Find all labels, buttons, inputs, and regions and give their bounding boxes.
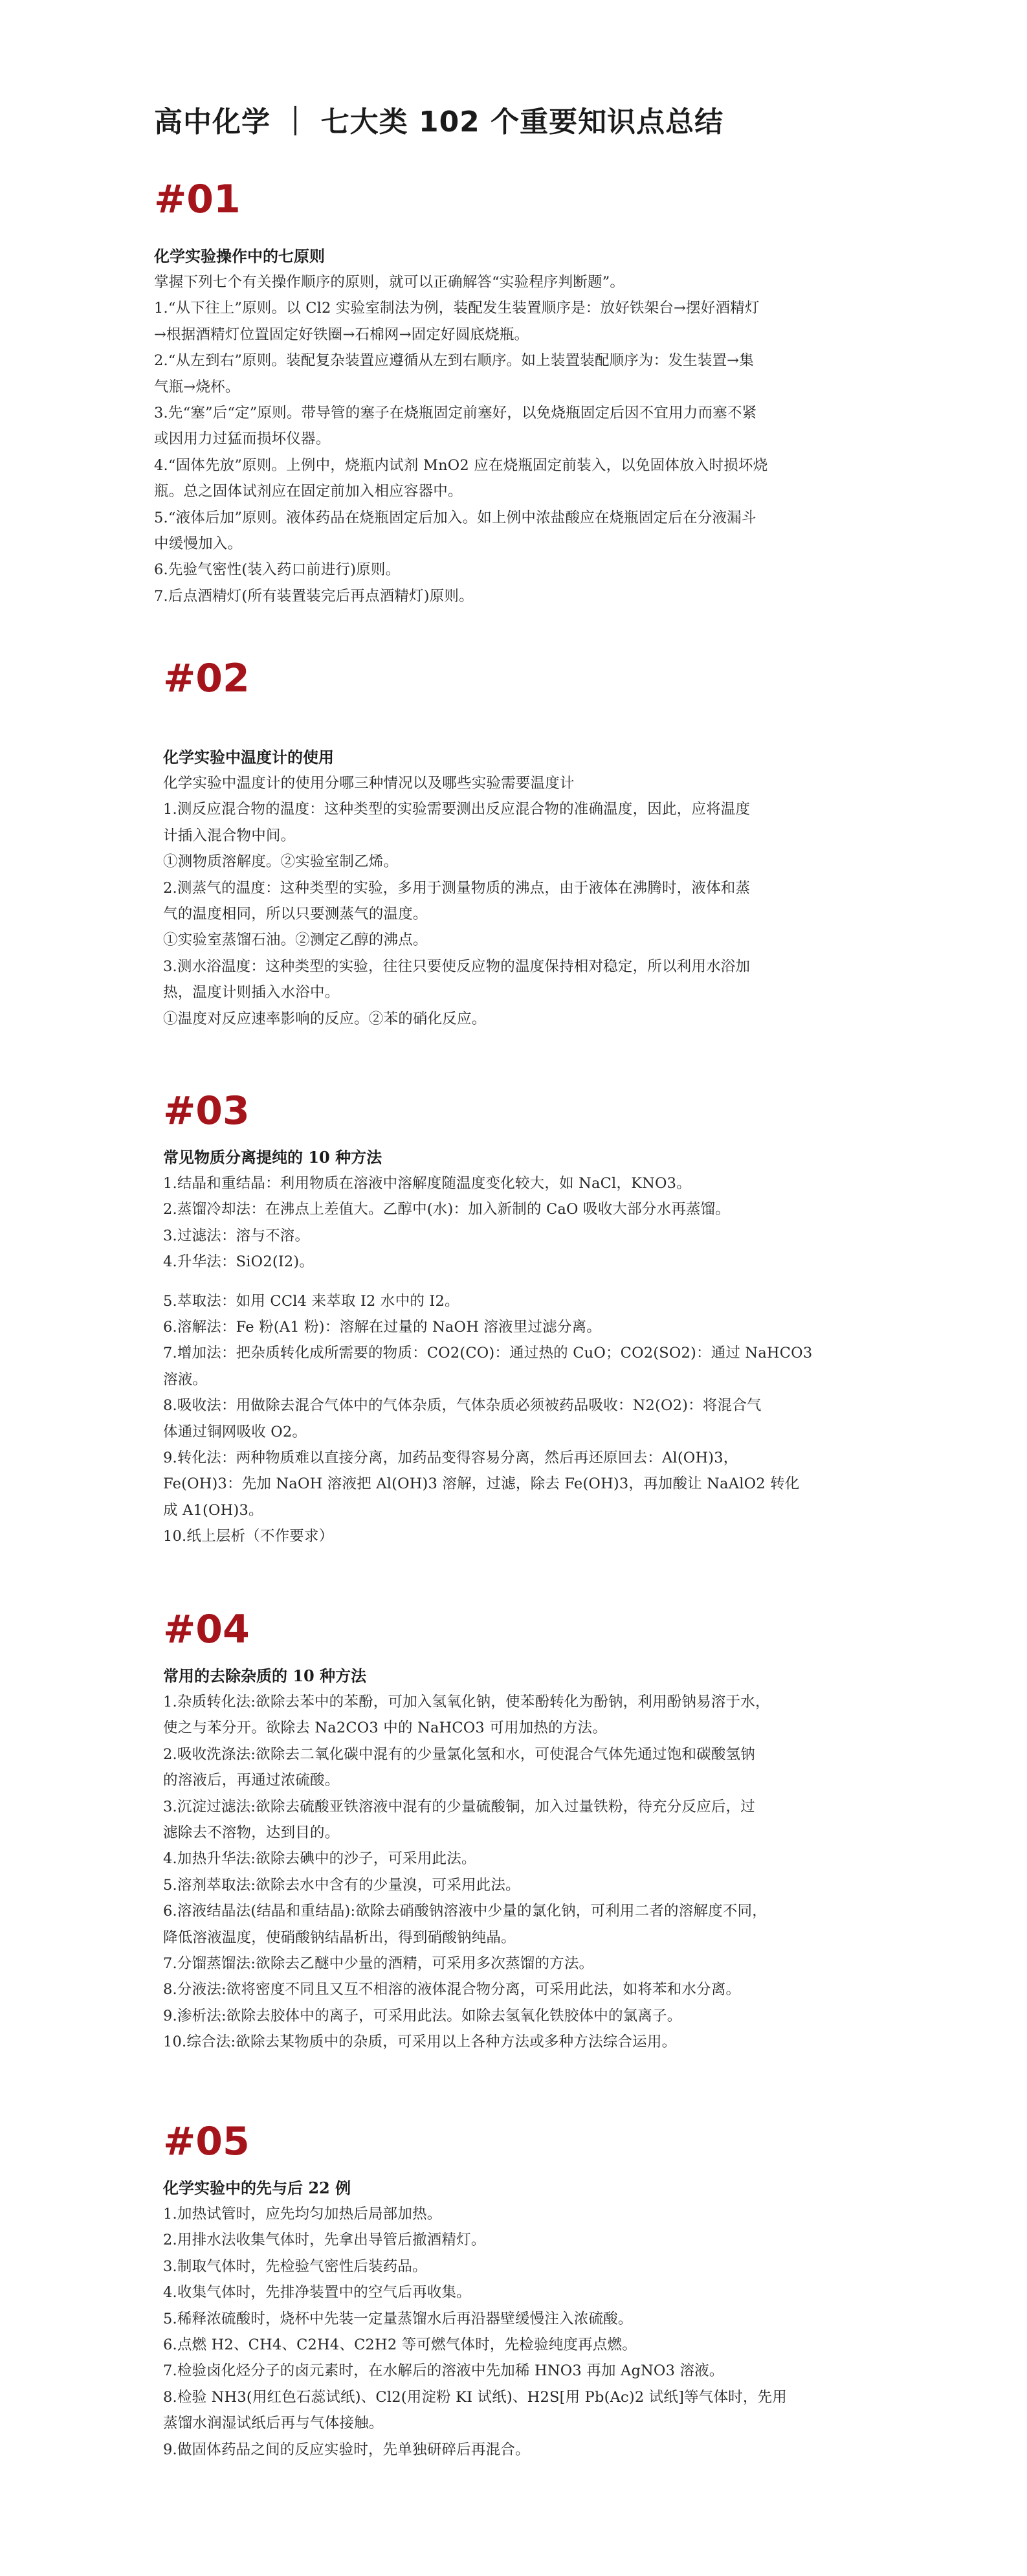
section-heading: 化学实验操作中的七原则 (154, 247, 325, 265)
section-number: #01 (154, 177, 241, 222)
text-line: 10.综合法:欲除去某物质中的杂质，可采用以上各种方法或多种方法综合运用。 (163, 2033, 677, 2051)
text-line: 3.制取气体时，先检验气密性后装药品。 (163, 2257, 427, 2275)
text-line: 或因用力过猛而损坏仪器。 (154, 431, 331, 448)
article-title: 高中化学 ｜ 七大类 102 个重要知识点总结 (154, 106, 724, 139)
text-line: 8.检验 NH3(用红色石蕊试纸)、Cl2(用淀粉 KI 试纸)、H2S[用 Pb(Ac)2 试纸]等气体时，先用 (163, 2388, 787, 2406)
text-line: 8.分液法:欲将密度不同且又互不相溶的液体混合物分离，可采用此法，如将苯和水分离。 (163, 1981, 741, 1999)
section-number: #05 (163, 2119, 250, 2164)
section-number: #04 (163, 1607, 250, 1652)
text-line: ①测物质溶解度。②实验室制乙烯。 (163, 853, 399, 871)
text-line: 体通过铜网吸收 O2。 (163, 1423, 307, 1440)
text-line: 6.溶液结晶法(结晶和重结晶):欲除去硝酸钠溶液中少量的氯化钠，可利用二者的溶解度不同， (163, 1903, 767, 1920)
text-line: 蒸馏水润湿试纸后再与气体接触。 (163, 2415, 384, 2432)
text-line: 4.升华法：SiO2(I2)。 (163, 1253, 315, 1271)
text-line: 1.结晶和重结晶：利用物质在溶液中溶解度随温度变化较大，如 NaCl，KNO3。 (163, 1175, 691, 1192)
text-line: 溶液。 (163, 1371, 208, 1388)
text-line: 9.转化法：两种物质难以直接分离，加药品变得容易分离，然后再还原回去：Al(OH)3， (163, 1450, 738, 1467)
text-line: 滤除去不溶物，达到目的。 (163, 1824, 340, 1842)
text-line: 2.蒸馏冷却法：在沸点上差值大。乙醇中(水)：加入新制的 CaO 吸收大部分水再蒸馏。 (163, 1201, 731, 1218)
text-line: 7.增加法：把杂质转化成所需要的物质：CO2(CO)：通过热的 CuO；CO2(SO2)：通过 NaHCO3 (163, 1345, 813, 1362)
text-line: 9.渗析法:欲除去胶体中的离子，可采用此法。如除去氢氧化铁胶体中的氯离子。 (163, 2007, 682, 2024)
text-line: 4.“固体先放”原则。上例中，烧瓶内试剂 MnO2 应在烧瓶固定前装入，以免固体放入时损坏烧 (154, 456, 768, 474)
text-line: 3.先“塞”后“定”原则。带导管的塞子在烧瓶固定前塞好，以免烧瓶固定后因不宜用力而塞不紧 (154, 405, 757, 422)
text-line: 使之与苯分开。欲除去 Na2CO3 中的 NaHCO3 可用加热的方法。 (163, 1719, 607, 1737)
text-line: 4.收集气体时，先排净装置中的空气后再收集。 (163, 2284, 471, 2302)
text-line: 的溶液后，再通过浓硫酸。 (163, 1772, 340, 1789)
section-heading: 常见物质分离提纯的 10 种方法 (163, 1148, 382, 1167)
text-line: ①实验室蒸馏石油。②测定乙醇的沸点。 (163, 932, 428, 949)
text-line: 2.用排水法收集气体时，先拿出导管后撤酒精灯。 (163, 2232, 486, 2249)
text-line: 中缓慢加入。 (154, 535, 243, 553)
text-line: 7.检验卤化烃分子的卤元素时，在水解后的溶液中先加稀 HNO3 再加 AgNO3 溶液。 (163, 2362, 724, 2380)
text-line: 6.点燃 H2、CH4、C2H4、C2H2 等可燃气体时，先检验纯度再点燃。 (163, 2336, 637, 2354)
section-heading: 常用的去除杂质的 10 种方法 (163, 1666, 367, 1685)
text-line: 6.溶解法：Fe 粉(A1 粉)：溶解在过量的 NaOH 溶液里过滤分离。 (163, 1319, 601, 1336)
text-line: 计插入混合物中间。 (163, 827, 296, 844)
text-line: 9.做固体药品之间的反应实验时，先单独研碎后再混合。 (163, 2441, 530, 2458)
section-02 (163, 656, 888, 1032)
text-line: 10.纸上层析（不作要求） (163, 1528, 334, 1545)
text-line: 成 A1(OH)3。 (163, 1501, 263, 1519)
text-line: 降低溶液温度，使硝酸钠结晶析出，得到硝酸钠纯晶。 (163, 1929, 516, 1946)
text-line: 5.稀释浓硫酸时，烧杯中先装一定量蒸馏水后再沿器壁缓慢注入浓硫酸。 (163, 2310, 633, 2327)
text-line: 1.杂质转化法:欲除去苯中的苯酚，可加入氢氧化钠，使苯酚转化为酚钠，利用酚钠易溶于水， (163, 1694, 770, 1710)
text-line: 热，温度计则插入水浴中。 (163, 984, 340, 1002)
text-line: 7.分馏蒸馏法:欲除去乙醚中少量的酒精，可采用多次蒸馏的方法。 (163, 1955, 594, 1973)
text-line: 瓶。总之固体试剂应在固定前加入相应容器中。 (154, 483, 463, 500)
section-04 (163, 1607, 888, 2055)
text-line: 4.加热升华法:欲除去碘中的沙子，可采用此法。 (163, 1850, 476, 1868)
paragraph-gap (163, 1275, 888, 1288)
text-line: 气的温度相同，所以只要测蒸气的温度。 (163, 906, 428, 923)
section-heading: 化学实验中的先与后 22 例 (163, 2178, 351, 2197)
section-05 (163, 2120, 888, 2463)
section-number: #02 (163, 656, 250, 701)
text-line: 3.过滤法：溶与不溶。 (163, 1227, 310, 1244)
section-heading: 化学实验中温度计的使用 (163, 748, 334, 767)
text-line: 1.“从下往上”原则。以 Cl2 实验室制法为例，装配发生装置顺序是：放好铁架台→摆好酒精灯 (154, 300, 760, 317)
text-line: 2.“从左到右”原则。装配复杂装置应遵循从左到右顺序。如上装置装配顺序为：发生装置→集 (154, 352, 754, 370)
text-line: →根据酒精灯位置固定好铁圈→石棉网→固定好圆底烧瓶。 (154, 326, 529, 343)
text-line: 8.吸收法：用做除去混合气体中的气体杂质，气体杂质必须被药品吸收：N2(O2)：将混合气 (163, 1397, 762, 1415)
text-line: 掌握下列七个有关操作顺序的原则，就可以正确解答“实验程序判断题”。 (154, 274, 625, 291)
text-line: 5.溶剂萃取法:欲除去水中含有的少量溴，可采用此法。 (163, 1876, 520, 1894)
text-line: 气瓶→烧杯。 (154, 378, 240, 396)
text-line: 7.后点酒精灯(所有装置装完后再点酒精灯)原则。 (154, 587, 474, 605)
text-line: 1.测反应混合物的温度：这种类型的实验需要测出反应混合物的准确温度，因此，应将温度 (163, 801, 751, 818)
text-line: ①温度对反应速率影响的反应。②苯的硝化反应。 (163, 1010, 487, 1027)
section-number: #03 (163, 1088, 250, 1134)
section-01 (154, 177, 879, 609)
text-line: 6.先验气密性(装入药口前进行)原则。 (154, 561, 401, 579)
text-line: 1.加热试管时，应先均匀加热后局部加热。 (163, 2206, 442, 2223)
text-line: 3.沉淀过滤法:欲除去硫酸亚铁溶液中混有的少量硫酸铜，加入过量铁粉，待充分反应后，过 (163, 1798, 755, 1815)
section-03 (163, 1089, 888, 1550)
text-line: Fe(OH)3：先加 NaOH 溶液把 Al(OH)3 溶解，过滤，除去 Fe(OH)3，再加酸让 NaAlO2 转化 (163, 1475, 800, 1493)
text-line: 2.测蒸气的温度：这种类型的实验，多用于测量物质的沸点，由于液体在沸腾时，液体和蒸 (163, 879, 751, 897)
text-line: 化学实验中温度计的使用分哪三种情况以及哪些实验需要温度计 (163, 775, 575, 792)
text-line: 3.测水浴温度：这种类型的实验，往往只要使反应物的温度保持相对稳定，所以利用水浴加 (163, 958, 751, 975)
text-line: 2.吸收洗涤法:欲除去二氧化碳中混有的少量氯化氢和水，可使混合气体先通过饱和碳酸氢钠 (163, 1745, 755, 1763)
text-line: 5.萃取法：如用 CCl4 来萃取 I2 水中的 I2。 (163, 1292, 459, 1310)
text-line: 5.“液体后加”原则。液体药品在烧瓶固定后加入。如上例中浓盐酸应在烧瓶固定后在分液漏斗 (154, 509, 756, 526)
